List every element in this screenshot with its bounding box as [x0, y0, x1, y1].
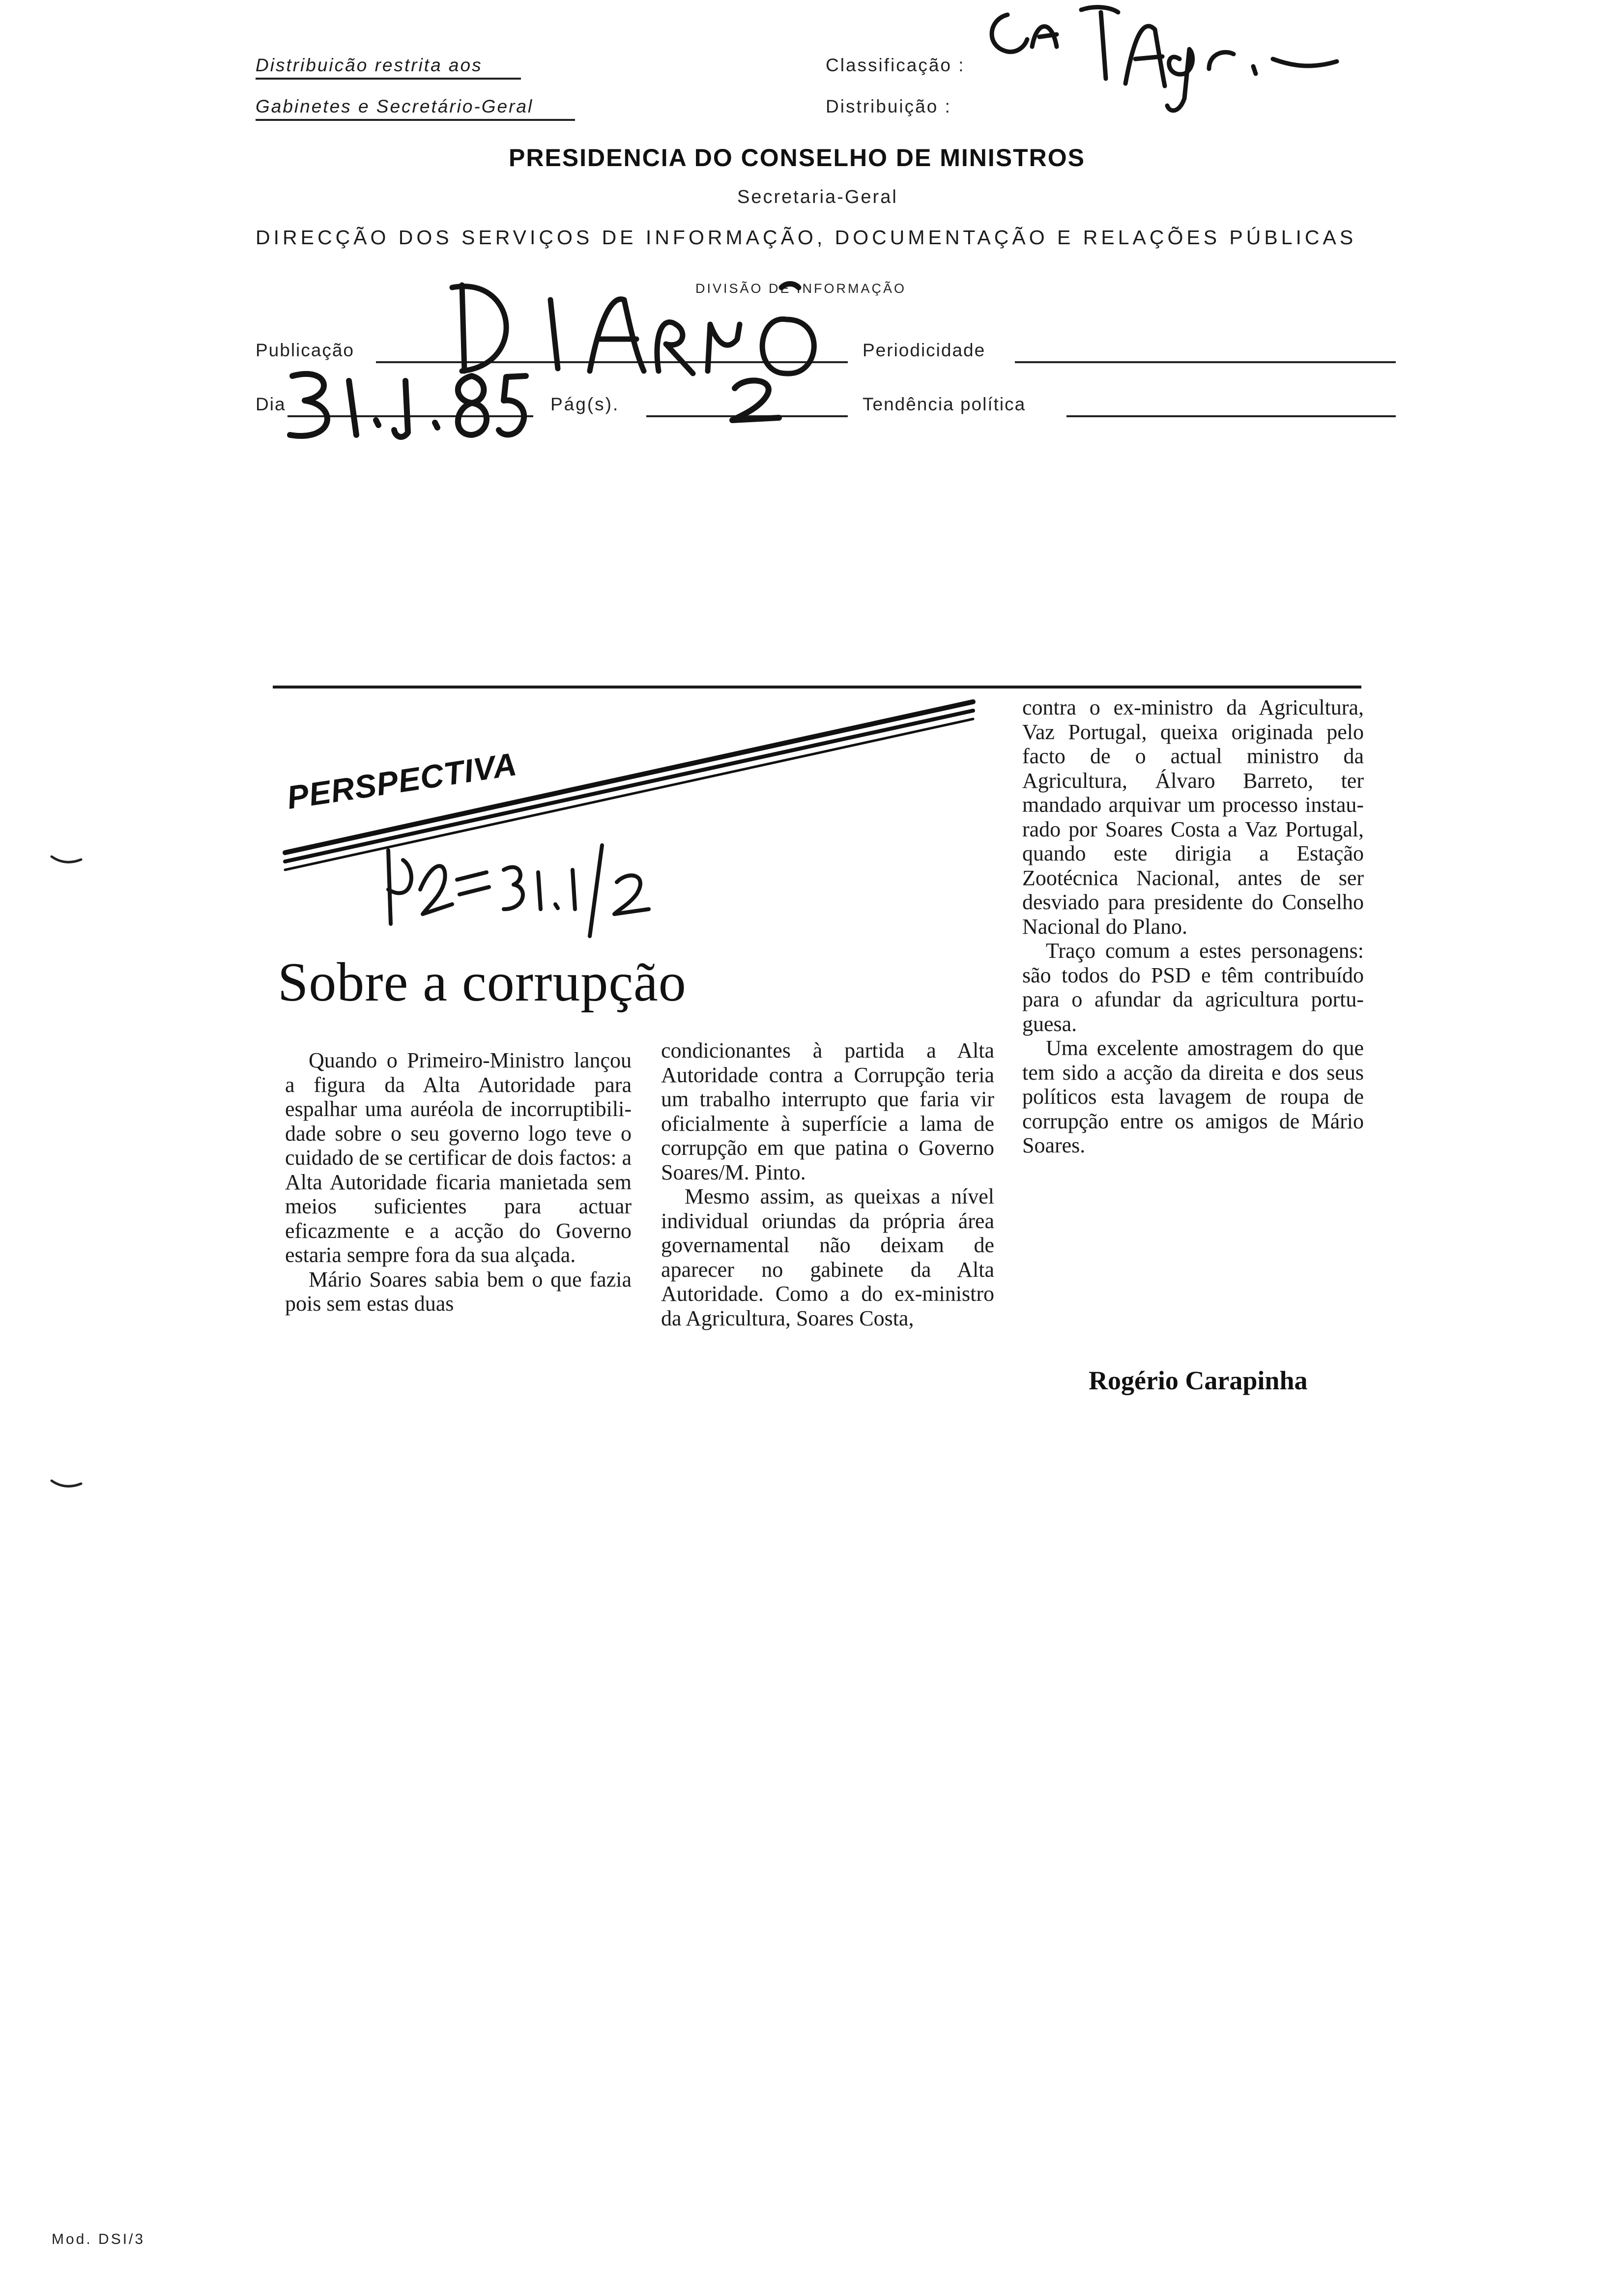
article-column-1	[285, 1048, 632, 1316]
column-3-paragraph: contra o ex-ministro da Agricultura, Vaz Portugal, queixa originada pelo facto de o actual ministro da Agricultura, Álvaro Barreto, ter mandado arquivar um processo instaurado por Soares Costa a Vaz Portugal, quando este dirigia a Estação Zootécnica Nacional, antes de ser desviado para presidente do Conselho Nacional do Plano.	[1022, 695, 1364, 939]
restriction-line-1: Distribuicão restrita aos	[256, 55, 521, 80]
restriction-line-2: Gabinetes e Secretário-Geral	[256, 96, 575, 121]
headline: Sobre a corrupção	[278, 952, 687, 1013]
handwritten-classification	[978, 0, 1371, 123]
periodicidade-field-line	[1015, 361, 1396, 363]
direccao-line: DIRECÇÃO DOS SERVIÇOS DE INFORMAÇÃO, DOCUMENTAÇÃO E RELAÇÕES PÚBLICAS	[256, 226, 1357, 249]
distribuicao-label: Distribuição :	[826, 96, 951, 116]
dia-label: Dia	[256, 394, 286, 414]
org-title: PRESIDENCIA DO CONSELHO DE MINISTROS	[509, 144, 1086, 172]
classificacao-label: Classificação :	[826, 55, 965, 75]
secretaria-geral: Secretaria-Geral	[737, 187, 898, 207]
column-3-paragraph: Traço comum a estes personagens: são todos do PSD e têm contribuído para o afundar da agricultura portuguesa.	[1022, 939, 1364, 1036]
tendencia-label: Tendência política	[863, 394, 1026, 414]
column-2-paragraph: Mesmo assim, as queixas a nível individual oriundas da própria área governamental não deixam de aparecer no gabinete da Alta Autoridade. Como a do ex-ministro da Agricultura, Soares Costa,	[661, 1184, 994, 1330]
tendencia-field-line	[1066, 415, 1396, 417]
margin-mark	[49, 853, 84, 867]
handwritten-dia	[265, 361, 531, 445]
form-code: Mod. DSI/3	[52, 2231, 145, 2247]
divisao-line: DIVISÃO DE INFORMAÇÃO	[695, 281, 907, 296]
column-1-paragraph: Quando o Primeiro-Ministro lançou a figura da Alta Autoridade para espalhar uma auréola de incorruptibilidade sobre o seu governo logo teve o cuidado de se certificar de dois factos: a Alta Autoridade ficaria manietada sem meios suficientes para actuar eficazmente e a acção do Governo estaria sempre fora da sua alçada.	[285, 1048, 632, 1267]
byline: Rogério Carapinha	[1089, 1366, 1308, 1395]
margin-mark	[49, 1477, 84, 1492]
pags-label: Pág(s).	[550, 394, 620, 414]
handwritten-pags	[722, 373, 791, 428]
section-label-perspectiva: PERSPECTIVA	[284, 746, 519, 816]
article-top-rule	[273, 686, 1361, 689]
publicacao-label: Publicação	[256, 340, 355, 360]
handwritten-reference	[374, 831, 668, 939]
column-3-paragraph: Uma excelente amostragem do que tem sido a acção da direita e dos seus políticos esta lavagem de roupa de corrupção entre os amigos de Mário Soares.	[1022, 1036, 1364, 1157]
article-column-2	[661, 1038, 994, 1330]
column-2-paragraph: condicionantes à partida a Alta Autoridade contra a Corrupção teria um trabalho interrupto que faria vir oficialmente à superfície a lama de corrupção em que patina o Governo Soares/M. Pinto.	[661, 1038, 994, 1184]
periodicidade-label: Periodicidade	[863, 340, 986, 360]
article-column-3	[1022, 695, 1364, 1158]
column-1-paragraph: Mário Soares sabia bem o que fazia pois sem estas duas	[285, 1267, 632, 1316]
